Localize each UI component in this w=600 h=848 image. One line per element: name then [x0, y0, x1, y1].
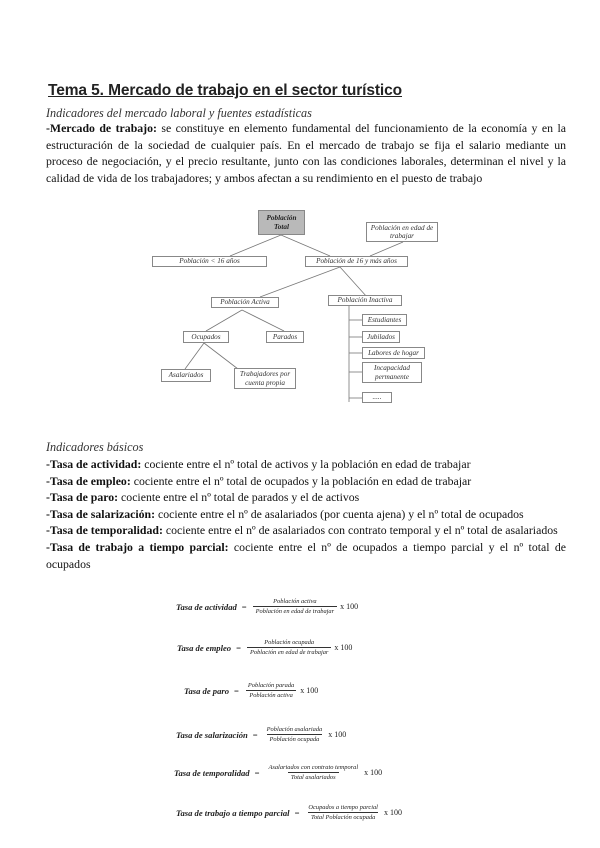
formula-equals: = — [252, 729, 258, 740]
definition-item — [46, 539, 566, 572]
box-ocupados: Ocupados — [183, 331, 229, 343]
formula-lhs: Tasa de trabajo a tiempo parcial — [176, 807, 290, 818]
formula-denominator: Población activa — [246, 690, 295, 699]
definition-text: cociente entre el nº de asalariados (por cuenta ajena) y el nº total de ocupados — [155, 506, 524, 521]
formula-fraction — [253, 598, 337, 615]
definition-text: cociente entre el nº total de parados y el de activos — [118, 490, 360, 505]
definition-term: -Tasa de paro: — [46, 490, 119, 505]
formula-equals: = — [236, 642, 241, 653]
formula-lhs: Tasa de empleo — [177, 642, 232, 653]
formula-denominator: Población en edad de trabajar — [253, 606, 337, 615]
formula-multiplier: x 100 — [364, 768, 383, 777]
box-cuenta-propia: Trabajadores por cuenta propia — [234, 368, 296, 389]
box-poblacion-edad: Población en edad de trabajar — [366, 222, 438, 242]
definition-term: -Tasa de temporalidad: — [46, 523, 163, 538]
formula-salarizacion — [176, 726, 346, 743]
formula-numerator: Población activa — [273, 598, 317, 605]
definition-item — [46, 489, 566, 506]
definition-term: -Tasa de empleo: — [46, 473, 131, 488]
definition-text: cociente entre el nº de asalariados con contrato temporal y el nº total de asalariados — [162, 523, 558, 538]
formula-empleo — [177, 639, 352, 656]
formula-multiplier: x 100 — [340, 602, 359, 611]
formula-lhs: Tasa de paro — [184, 685, 230, 696]
formula-numerator: Población asalariada — [266, 726, 323, 733]
formula-lhs: Tasa de temporalidad — [174, 767, 250, 778]
box-mayor-16: Población de 16 y más años — [305, 256, 408, 267]
section-subtitle-basic: Indicadores básicos — [46, 440, 144, 454]
formula-fraction — [265, 764, 361, 781]
formula-multiplier: x 100 — [300, 686, 319, 695]
formula-multiplier: x 100 — [328, 730, 347, 739]
definition-item — [46, 522, 566, 539]
formula-denominator: Total asalariados — [288, 772, 339, 781]
intro-text: se constituye en elemento fundamental del funcionamiento de la economía y en la estructuración de la sociedad de cualquier país. En el mercado de trabajo se fija el salario mediante un proceso de negociación, y el precio resultante, junto con las condiciones laborales, determinan el nivel y la calidad de vida de los trabajadores; y ambos afectan a su rendimiento en el puesto de trabajo — [46, 121, 566, 185]
box-parados: Parados — [266, 331, 304, 343]
definition-text: cociente entre el nº de ocupados a tiempo parcial y el nº total de ocupados — [46, 539, 566, 571]
formula-numerator: Asalariados con contrato temporal — [268, 764, 359, 771]
formula-lhs: Tasa de salarización — [176, 729, 248, 740]
formula-lhs: Tasa de actividad — [176, 601, 237, 612]
box-jubilados: Jubilados — [362, 331, 400, 343]
definition-term: -Tasa de actividad: — [46, 457, 142, 471]
page-title: Tema 5. Mercado de trabajo en el sector turístico — [48, 82, 403, 99]
box-estudiantes: Estudiantes — [362, 314, 407, 326]
formula-equals: = — [254, 767, 260, 778]
formula-numerator: Ocupados a tiempo parcial — [308, 804, 378, 811]
formula-temporalidad — [174, 764, 382, 781]
intro-term: -Mercado de trabajo: — [46, 121, 157, 135]
formula-actividad — [176, 598, 358, 615]
formula-denominator: Población ocupada — [267, 734, 323, 743]
box-incapacidad: Incapacidad permanente — [362, 362, 422, 383]
definition-item — [46, 506, 566, 523]
formula-multiplier: x 100 — [383, 808, 402, 817]
definition-text: cociente entre el nº total de ocupados y la población en edad de trabajar — [130, 473, 472, 488]
box-labores-hogar: Labores de hogar — [362, 347, 425, 359]
formula-denominator: Población en edad de trabajar — [247, 647, 331, 656]
section-subtitle: Indicadores del mercado laboral y fuentes estadísticas — [46, 106, 312, 120]
box-asalariados: Asalariados — [161, 369, 211, 382]
definition-term: -Tasa de trabajo a tiempo parcial: — [46, 539, 229, 554]
formula-equals: = — [234, 685, 239, 696]
formula-tiempo-parcial — [176, 804, 402, 821]
formula-numerator: Población ocupada — [264, 639, 315, 646]
formula-equals: = — [241, 601, 247, 612]
box-inactiva: Población Inactiva — [328, 295, 402, 306]
box-activa: Población Activa — [211, 297, 279, 308]
box-otros: ..... — [362, 392, 392, 403]
box-poblacion-total: Población Total — [258, 210, 305, 235]
formula-denominator: Total Población ocupada — [308, 812, 378, 821]
definition-item — [46, 456, 566, 473]
definition-text: cociente entre el nº total de activos y la población en edad de trabajar — [141, 457, 471, 471]
formula-equals: = — [294, 807, 300, 818]
formula-fraction — [245, 682, 297, 699]
formula-fraction — [305, 804, 381, 821]
definition-item — [46, 473, 566, 490]
box-menor-16: Población < 16 años — [152, 256, 267, 267]
formula-fraction — [247, 639, 331, 656]
definitions-list — [46, 456, 566, 572]
formula-numerator: Población parada — [247, 682, 295, 689]
formula-paro — [184, 682, 318, 699]
definition-term: -Tasa de salarización: — [46, 506, 156, 521]
formula-multiplier: x 100 — [334, 643, 353, 652]
formula-fraction — [264, 726, 326, 743]
